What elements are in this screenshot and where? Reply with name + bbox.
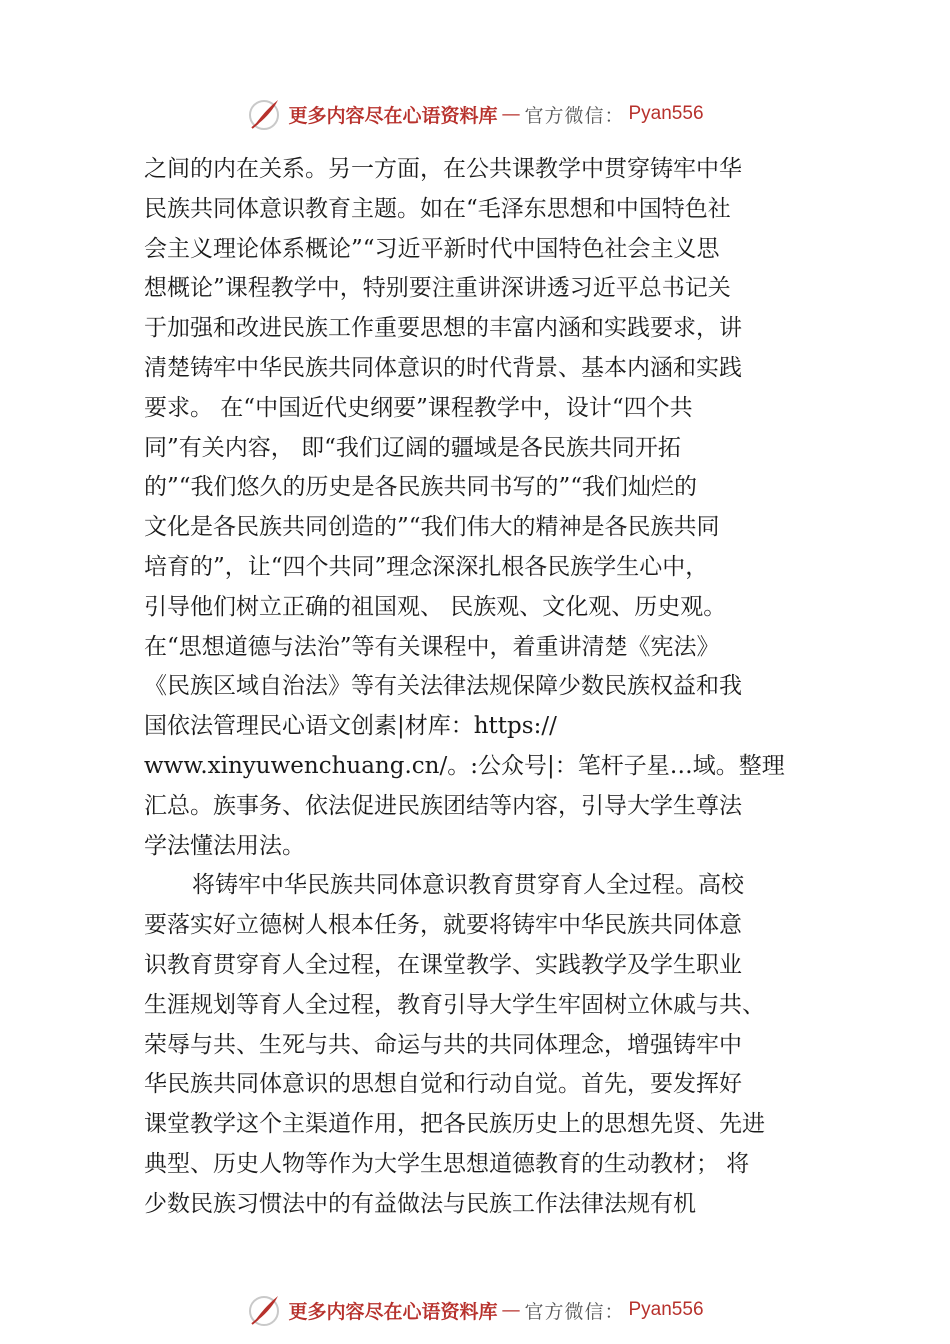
footer-wechat-id: Pyan556 [628,1299,704,1320]
text-line: 生涯规划等育人全过程，教育引导大学生牢固树立休戚与共、 [144,991,765,1018]
text-line: 将铸牢中华民族共同体意识教育贯穿育人全过程。高校 [192,872,744,899]
document-body [144,150,824,1225]
text-line: 典型、历史人物等作为大学生思想道德教育的生动教材； 将 [144,1150,750,1177]
footer-banner [0,1290,950,1330]
text-line: 课堂教学这个主渠道作用，把各民族历史上的思想先贤、先进 [144,1111,765,1138]
header-brand: 更多内容尽在心语资料库 [288,104,498,127]
text-line: 华民族共同体意识的思想自觉和行动自觉。首先，要发挥好 [144,1071,742,1098]
header-wechat-id: Pyan556 [628,103,704,124]
text-line: 于加强和改进民族工作重要思想的丰富内涵和实践要求，讲 [144,315,742,342]
text-line: 清楚铸牢中华民族共同体意识的时代背景、基本内涵和实践 [144,354,742,381]
text-line: 培育的”，让“四个共同”理念深深扎根各民族学生心中， [144,553,709,580]
text-line: 的”“我们悠久的历史是各民族共同书写的”“我们灿烂的 [144,474,698,501]
text-line: 引导他们树立正确的祖国观、 民族观、文化观、历史观。 [144,593,727,620]
text-line: 要求。 在“中国近代史纲要”课程教学中，设计“四个共 [144,394,693,421]
header-banner [0,94,950,134]
footer-dash: — [501,1299,521,1321]
text-line: 识教育贯穿育人全过程，在课堂教学、实践教学及学生职业 [144,951,742,978]
text-line: 会主义理论体系概论”“习近平新时代中国特色社会主义思 [144,235,720,262]
text-line: 要落实好立德树人根本任务，就要将铸牢中华民族共同体意 [144,912,742,939]
text-line: 同”有关内容， 即“我们辽阔的疆域是各民族共同开拓 [144,434,681,461]
text-line: 少数民族习惯法中的有益做法与民族工作法律法规有机 [144,1190,696,1217]
text-line: 在“思想道德与法治”等有关课程中，着重讲清楚《宪法》 [144,633,720,660]
footer-brand: 更多内容尽在心语资料库 [288,1300,498,1323]
text-line: 民族共同体意识教育主题。如在“毛泽东思想和中国特色社 [144,195,731,222]
text-line: www.xinyuwenchuang.cn/。:公众号|：笔杆子星…域。整理 [144,752,785,779]
header-official-label: 官方微信： [524,104,625,127]
text-line: 之间的内在关系。另一方面，在公共课教学中贯穿铸牢中华 [144,156,742,182]
text-line: 汇总。族事务、依法促进民族团结等内容，引导大学生尊法 [144,792,742,819]
quill-pen-logo-icon [246,1292,282,1328]
text-line: 国依法管理民心语文创素|材库：https:// [144,713,557,740]
text-line: 荣辱与共、生死与共、命运与共的共同体理念，增强铸牢中 [144,1031,742,1058]
footer-official-label: 官方微信： [524,1300,625,1323]
text-line: 想概论”课程教学中，特别要注重讲深讲透习近平总书记关 [144,275,731,302]
text-line: 文化是各民族共同创造的”“我们伟大的精神是各民族共同 [144,514,720,541]
text-line: 学法懂法用法。 [144,832,305,859]
quill-pen-logo-icon [246,96,282,132]
text-line: 《民族区域自治法》等有关法律法规保障少数民族权益和我 [144,673,742,700]
header-dash: — [501,103,521,125]
